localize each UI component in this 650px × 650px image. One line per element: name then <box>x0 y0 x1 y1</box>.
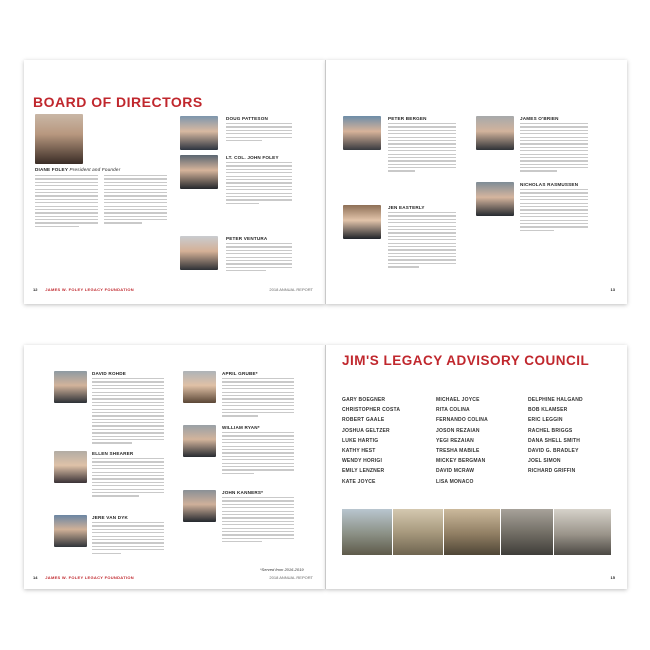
member-name: LT. COL. JOHN FOLEY <box>226 155 279 160</box>
council-member: YEGI REZAIAN <box>436 437 474 444</box>
photo-strip-1 <box>342 509 392 555</box>
page-footer <box>611 575 615 580</box>
council-member: LUKE HARTIG <box>342 437 379 444</box>
footer-report <box>269 575 313 580</box>
member-bio <box>226 162 292 206</box>
council-member: FERNANDO COLINA <box>436 417 488 424</box>
member-name: JOHN KANNERS* <box>222 490 264 495</box>
spread-bottom-left-page <box>24 345 325 589</box>
footer-report-text: 2018 ANNUAL REPORT <box>269 575 313 580</box>
member-name: JAMES O'BRIEN <box>520 116 559 121</box>
william-ryan-photo <box>183 425 216 457</box>
featured-name <box>35 167 120 172</box>
member-bio <box>388 123 456 174</box>
john-foley-photo <box>180 155 218 189</box>
peter-bergen-photo <box>343 116 381 150</box>
april-grube-photo <box>183 371 216 403</box>
council-member: ERIC LEGGIN <box>528 417 563 424</box>
council-member: DAVID G. BRADLEY <box>528 447 579 454</box>
council-member: DANA SHELL SMITH <box>528 437 581 444</box>
footer-report-text: 2018 ANNUAL REPORT <box>269 287 313 292</box>
council-member: EMILY LENZNER <box>342 468 385 475</box>
featured-bio <box>35 175 98 229</box>
member-bio <box>388 212 456 270</box>
council-column-1 <box>342 397 400 489</box>
member-name: ELLEN SHEARER <box>92 451 134 456</box>
spread-top-left-page <box>24 60 325 304</box>
member-bio <box>226 243 292 274</box>
member-name: DOUG PATTESON <box>226 116 268 121</box>
council-member: RITA COLINA <box>436 407 470 414</box>
member-bio <box>222 378 294 419</box>
spread-top-right-page <box>326 60 627 304</box>
featured-name-text: DIANE FOLEY <box>35 167 68 172</box>
page-footer <box>611 287 615 292</box>
spread-bottom-right-page <box>326 345 627 589</box>
member-name: WILLIAM RYAN* <box>222 425 260 430</box>
footer-org: JAMES W. FOLEY LEGACY FOUNDATION <box>45 575 134 580</box>
page-footer <box>33 287 134 292</box>
james-obrien-photo <box>476 116 514 150</box>
member-name: PETER BERGEN <box>388 116 427 121</box>
council-member: KATHY HEST <box>342 447 376 454</box>
council-title: JIM'S LEGACY ADVISORY COUNCIL <box>342 353 590 368</box>
peter-ventura-photo <box>180 236 218 270</box>
council-member: DAVID MCRAW <box>436 468 475 475</box>
council-member: CHRISTOPHER COSTA <box>342 407 401 414</box>
jere-van-dyk-photo <box>54 515 87 547</box>
council-member: DELPHINE HALGAND <box>528 397 583 403</box>
member-name: APRIL GRUBE* <box>222 371 258 376</box>
member-bio <box>222 432 294 476</box>
page-footer <box>33 575 134 580</box>
spine-bottom <box>325 345 326 589</box>
doug-patteson-photo <box>180 116 218 150</box>
featured-bio-cont <box>104 175 167 226</box>
council-member: BOB KLAMSER <box>528 407 568 414</box>
photo-strip-5 <box>554 509 611 555</box>
member-name: PETER VENTURA <box>226 236 268 241</box>
spine-top <box>325 60 326 304</box>
footer-report <box>269 287 313 292</box>
diane-foley-photo <box>35 114 83 164</box>
member-bio <box>520 123 588 174</box>
council-member: RACHEL BRIGGS <box>528 427 573 434</box>
council-member: TRESHA MABILE <box>436 447 480 454</box>
david-rohde-photo <box>54 371 87 403</box>
member-bio <box>226 123 292 143</box>
jen-easterly-photo <box>343 205 381 239</box>
page-number: 13 <box>610 287 615 292</box>
featured-role: President and Founder <box>69 167 121 172</box>
council-column-2 <box>436 397 488 489</box>
member-name: JEN EASTERLY <box>388 205 425 210</box>
council-member: JOSON REZAIAN <box>436 427 480 434</box>
council-member: MICKEY BERGMAN <box>436 458 486 465</box>
council-member: RICHARD GRIFFIN <box>528 468 576 475</box>
nicholas-rasmussen-photo <box>476 182 514 216</box>
member-bio <box>520 189 588 233</box>
ellen-shearer-photo <box>54 451 87 483</box>
council-member: JOSHUA GELTZER <box>342 427 390 434</box>
member-bio <box>92 458 164 499</box>
footnote: *Served from 2016-2019 <box>260 567 304 572</box>
photo-strip-3 <box>444 509 500 555</box>
council-member: KATE JOYCE <box>342 478 376 485</box>
council-column-3 <box>528 397 583 479</box>
council-member: WENDY HORIGI <box>342 458 383 465</box>
page-number: 15 <box>610 575 615 580</box>
member-name: NICHOLAS RASMUSSEN <box>520 182 579 187</box>
council-member: JOEL SIMON <box>528 458 561 465</box>
council-member: ROBERT GAALE <box>342 417 385 424</box>
john-kanners-photo <box>183 490 216 522</box>
council-member: GARY BOEGNER <box>342 397 386 403</box>
page-number: 12 <box>33 287 38 292</box>
member-bio <box>92 378 164 446</box>
council-member: LISA MONACO <box>436 478 474 485</box>
photo-strip-4 <box>501 509 553 555</box>
member-name: DAVID ROHDE <box>92 371 127 376</box>
board-title: BOARD OF DIRECTORS <box>33 94 203 110</box>
member-bio <box>92 522 164 556</box>
member-name: JERE VAN DYK <box>92 515 129 520</box>
page-number: 14 <box>33 575 38 580</box>
council-member: MICHAEL JOYCE <box>436 397 480 403</box>
photo-strip-2 <box>393 509 443 555</box>
footer-org: JAMES W. FOLEY LEGACY FOUNDATION <box>45 287 134 292</box>
member-bio <box>222 497 294 544</box>
